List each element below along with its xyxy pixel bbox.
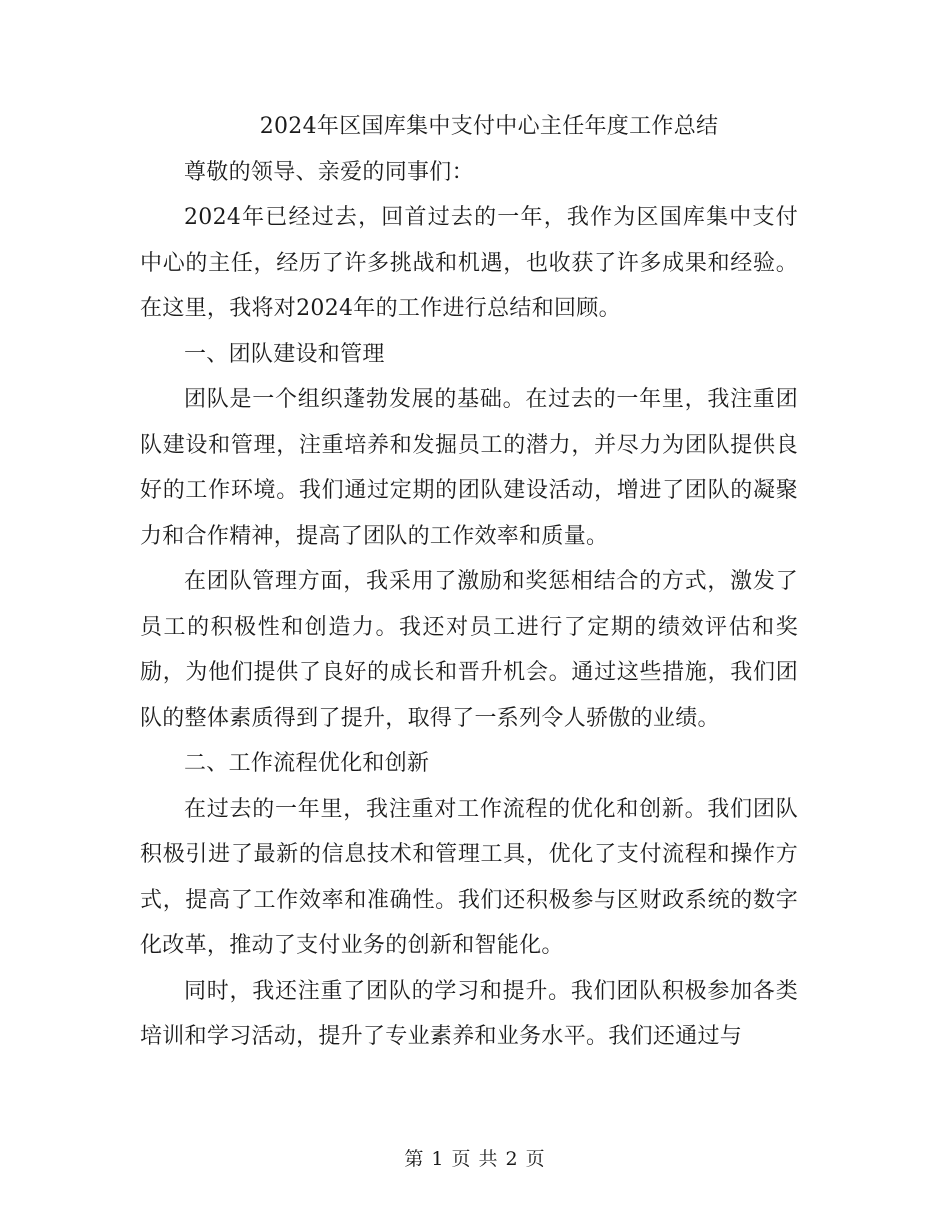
- document-body: [140, 104, 798, 1060]
- greeting: 尊敬的领导、亲爱的同事们：: [184, 159, 474, 185]
- page-footer: 第 1 页 共 2 页: [404, 1148, 546, 1170]
- paragraph-workflow: 在过去的一年里，我注重对工作流程的优化和创新。我们团队积极引进了最新的信息技术和管理工具，优化了支付流程和操作方式，提高了工作效率和准确性。我们还积极参与区财政系统的数字化改革，推动了支付业务的创新和智能化。: [140, 796, 798, 958]
- paragraph-intro: 2024年已经过去，回首过去的一年，我作为区国库集中支付中心的主任，经历了许多挑战和机遇，也收获了许多成果和经验。在这里，我将对2024年的工作进行总结和回顾。: [140, 205, 798, 321]
- paragraph-team-building: 团队是一个组织蓬勃发展的基础。在过去的一年里，我注重团队建设和管理，注重培养和发掘员工的潜力，并尽力为团队提供良好的工作环境。我们通过定期的团队建设活动，增进了团队的凝聚力和合作精神，提高了团队的工作效率和质量。: [140, 387, 798, 549]
- section-heading-workflow: 二、工作流程优化和创新: [184, 751, 430, 776]
- paragraph-team-management: 在团队管理方面，我采用了激励和奖惩相结合的方式，激发了员工的积极性和创造力。我还对员工进行了定期的绩效评估和奖励，为他们提供了良好的成长和晋升机会。通过这些措施，我们团队的整体素质得到了提升，取得了一系列令人骄傲的业绩。: [140, 569, 798, 731]
- section-heading-team: 一、团队建设和管理: [184, 341, 385, 367]
- paragraph-learning: 同时，我还注重了团队的学习和提升。我们团队积极参加各类培训和学习活动，提升了专业素养和业务水平。我们还通过与: [140, 978, 798, 1049]
- document-title: 2024年区国库集中支付中心主任年度工作总结: [259, 114, 719, 139]
